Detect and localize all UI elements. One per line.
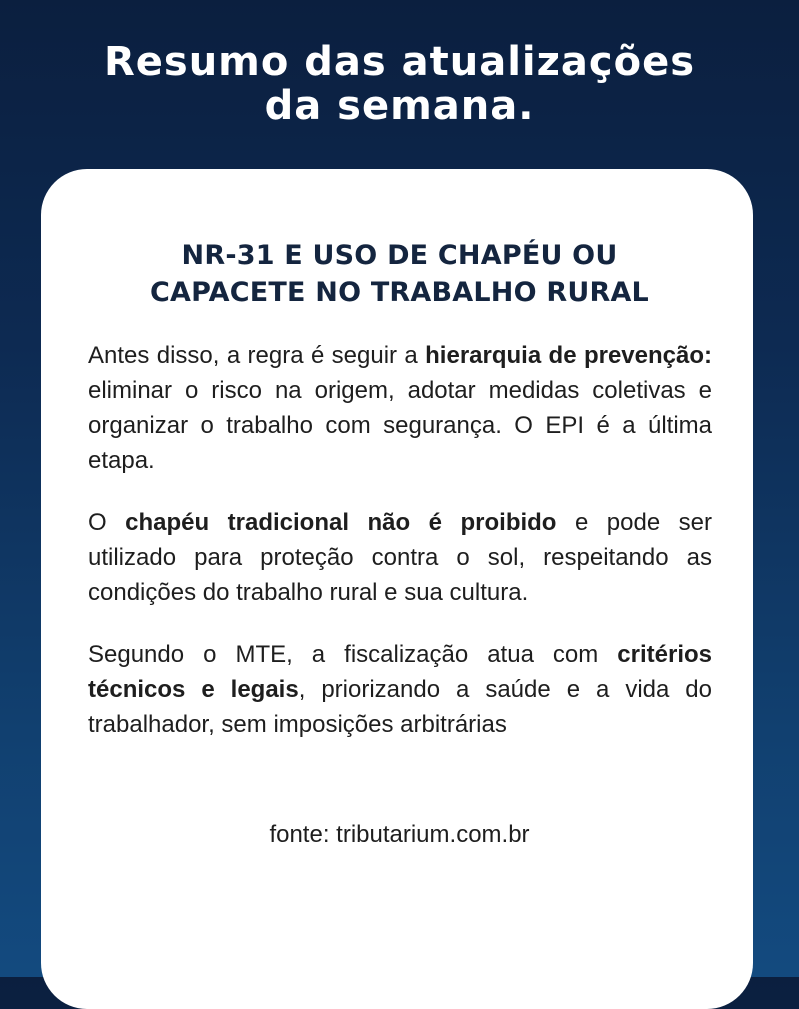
page-title-line-2: da semana. (264, 83, 535, 129)
page-title (0, 40, 799, 128)
paragraph-traditional-hat (88, 505, 712, 610)
paragraph-3-highlight: critérios técnicos e legais (88, 641, 712, 703)
paragraph-2-text-end: e pode ser utilizado para proteção contra o sol, respeitando as condições do trabalho rural e sua cultura. (88, 509, 712, 606)
card-title-line-2: CAPACETE NO TRABALHO RURAL (150, 277, 649, 308)
page-title-line-1: Resumo das atualizações (103, 39, 696, 85)
paragraph-3-text: Segundo o MTE, a fiscalização atua com (88, 641, 618, 668)
paragraph-2-text: O (88, 509, 126, 536)
card-title-line-1: NR-31 E USO DE CHAPÉU OU (181, 240, 618, 271)
source-credit: fonte: tributarium.com.br (269, 821, 530, 848)
paragraph-prevention-hierarchy (88, 338, 712, 478)
paragraph-1-text: Antes disso, a regra é seguir a (88, 342, 426, 369)
paragraph-inspection-criteria (88, 637, 712, 742)
paragraph-3-text-end: , priorizando a saúde e a vida do trabalhador, sem imposições arbitrárias (88, 676, 712, 738)
paragraph-1-text-end: eliminar o risco na origem, adotar medidas coletivas e organizar o trabalho com segurança. O EPI é a última etapa. (88, 377, 712, 474)
card-title (0, 237, 799, 311)
paragraph-2-highlight: chapéu tradicional não é proibido (125, 509, 557, 536)
paragraph-1-highlight: hierarquia de prevenção: (425, 342, 712, 369)
